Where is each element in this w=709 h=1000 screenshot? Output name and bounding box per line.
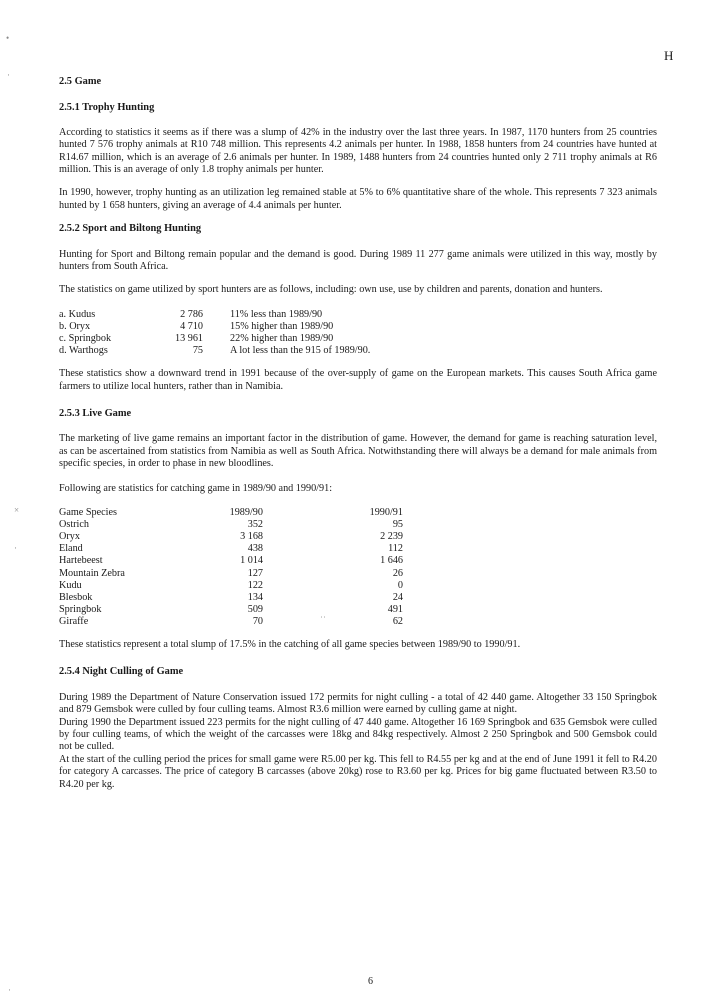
- column-header: Game Species: [59, 507, 117, 519]
- live-game-table: [59, 507, 403, 628]
- paragraph: According to statistics it seems as if there was a slump of 42% in the industry over the last three years. In 1987, 1170 hunters from 25 countries hunted 7 576 trophy animals at R10 748 million. This represents 4.2 animals per hunter. In 1988, 1858 hunters from 24 countries have hunted at R14.67 million, which is an average of 2.6 animals per hunter. In 1989, 1488 hunters from 24 countries hunted only 2 711 trophy animals at R6 million. This is an average of only 1.8 trophy animals per hunter.: [59, 126, 657, 176]
- table-row: [59, 321, 370, 333]
- paragraph: The statistics on game utilized by sport hunters are as follows, including: own use, use by children and parents, donation and hunters.: [59, 284, 603, 296]
- table-cell-species: Blesbok: [59, 591, 93, 603]
- table-cell-1989-90: 70: [252, 615, 263, 627]
- paragraph: In 1990, however, trophy hunting as an utilization leg remained stable at 5% to 6% quantitative share of the whole. This represents 7 323 animals hunted by 1 658 hunters, giving an average of 4.4 animals per hunter.: [59, 187, 657, 211]
- table-cell-label: d. Warthogs: [59, 345, 108, 357]
- table-cell-1990-91: 62: [392, 615, 403, 627]
- table-cell-1989-90: 1 014: [240, 555, 263, 567]
- table-cell-note: 11% less than 1989/90: [230, 308, 323, 320]
- page-number: 6: [368, 976, 373, 987]
- table-cell-1990-91: 491: [387, 603, 403, 615]
- table-header-row: [59, 507, 403, 519]
- subsection-title-sport-biltong: 2.5.2 Sport and Biltong Hunting: [59, 223, 202, 235]
- table-cell-species: Kudu: [59, 579, 82, 591]
- table-cell-1989-90: 438: [247, 543, 263, 555]
- scan-mark: ˙˙: [320, 615, 326, 625]
- table-cell-species: Eland: [59, 543, 83, 555]
- table-row: [59, 555, 403, 567]
- paragraph: These statistics represent a total slump of 17.5% in the catching of all game species between 1989/90 to 1990/91.: [59, 639, 521, 651]
- table-cell-value: 2 786: [180, 308, 203, 320]
- column-header: 1989/90: [229, 507, 263, 519]
- table-cell-label: c. Springbok: [59, 333, 112, 345]
- table-cell-value: 75: [192, 345, 203, 357]
- paragraph: Hunting for Sport and Biltong remain popular and the demand is good. During 1989 11 277 game animals were utilized in this way, mostly by hunters from South Africa.: [59, 248, 657, 273]
- table-cell-note: 22% higher than 1989/90: [230, 333, 334, 345]
- table-cell-1990-91: 112: [388, 543, 403, 555]
- table-cell-species: Hartebeest: [59, 555, 103, 567]
- table-row: [59, 580, 403, 592]
- table-row: [59, 568, 403, 580]
- paragraph: These statistics show a downward trend in 1991 because of the over-supply of game on the European markets. This causes South Africa game farmers to utilize local hunters, rather than in Namibia.: [59, 368, 657, 392]
- scan-mark: ·: [7, 70, 10, 80]
- table-cell-1990-91: 0: [397, 579, 403, 591]
- scan-mark: ×: [14, 505, 20, 515]
- table-row: [59, 333, 370, 345]
- table-cell-value: 4 710: [180, 320, 203, 332]
- subsection-title-trophy-hunting: 2.5.1 Trophy Hunting: [59, 102, 155, 114]
- table-cell-label: a. Kudus: [59, 308, 96, 320]
- table-row: [59, 345, 370, 357]
- table-cell-note: 15% higher than 1989/90: [230, 320, 334, 332]
- table-cell-species: Giraffe: [59, 615, 89, 627]
- sport-hunting-table: [59, 309, 370, 357]
- table-cell-1989-90: 127: [247, 567, 263, 579]
- table-cell-1990-91: 24: [392, 591, 403, 603]
- paragraph: Following are statistics for catching game in 1989/90 and 1990/91:: [59, 482, 333, 494]
- table-row: [59, 309, 370, 321]
- table-cell-species: Springbok: [59, 603, 102, 615]
- table-cell-1989-90: 122: [247, 579, 263, 591]
- table-cell-note: A lot less than the 915 of 1989/90.: [230, 345, 371, 357]
- table-cell-value: 13 961: [174, 333, 203, 345]
- table-cell-1989-90: 509: [247, 603, 263, 615]
- table-cell-1990-91: 2 239: [380, 531, 403, 543]
- section-title: 2.5 Game: [59, 76, 102, 87]
- table-row: [59, 531, 403, 543]
- table-cell-1989-90: 134: [247, 591, 263, 603]
- paragraph: At the start of the culling period the prices for small game were R5.00 per kg. This fell to R4.55 per kg and at the end of June 1991 it fell to R4.20 for category A carcasses. The price of category B carcasses (above 20kg) rose to R3.60 per kg. Prices for big game fluctuated between R3.50 to R4.20 per kg.: [59, 753, 657, 790]
- table-row: [59, 519, 403, 531]
- table-cell-label: b. Oryx: [59, 320, 91, 332]
- corner-letter: H: [664, 48, 674, 63]
- table-cell-1989-90: 352: [247, 519, 263, 531]
- table-cell-1990-91: 95: [392, 519, 403, 531]
- subsection-title-live-game: 2.5.3 Live Game: [59, 408, 132, 420]
- scan-mark: ·: [8, 985, 11, 995]
- table-cell-species: Ostrich: [59, 519, 89, 531]
- paragraph: During 1990 the Department issued 223 permits for the night culling of 47 440 game. Altogether 16 169 Springbok and 635 Gemsbok were culled by four culling teams, of which the weight of the carcasses were 18kg and 84kg respectively. Almost 2 250 Springbok and 500 Gemsbok could not be culled.: [59, 716, 657, 753]
- table-row: [59, 592, 403, 604]
- scan-mark: ·: [14, 543, 17, 553]
- column-header: 1990/91: [369, 507, 403, 519]
- paragraph: During 1989 the Department of Nature Conservation issued 172 permits for night culling - a total of 42 440 game. Altogether 33 150 Springbok and 879 Gemsbok were culled by four culling teams. Almost R3.6 million were earned by culling game at night.: [59, 691, 657, 716]
- table-cell-1989-90: 3 168: [240, 531, 263, 543]
- table-row: [59, 616, 403, 628]
- document-body: [59, 76, 657, 791]
- table-cell-1990-91: 26: [392, 567, 403, 579]
- table-cell-1990-91: 1 646: [380, 555, 403, 567]
- scan-mark: •: [6, 33, 10, 43]
- table-cell-species: Oryx: [59, 531, 80, 543]
- table-cell-species: Mountain Zebra: [59, 567, 125, 579]
- table-row: [59, 543, 403, 555]
- paragraph: The marketing of live game remains an important factor in the distribution of game. However, the demand for game is reaching saturation level, as can be ascertained from statistics from Namibia as well as South Africa. Notwithstanding there will always be a demand for male animals from specific species, in order to phase in new bloodlines.: [59, 433, 657, 470]
- table-row: [59, 604, 403, 616]
- subsection-title-night-culling: 2.5.4 Night Culling of Game: [59, 666, 184, 678]
